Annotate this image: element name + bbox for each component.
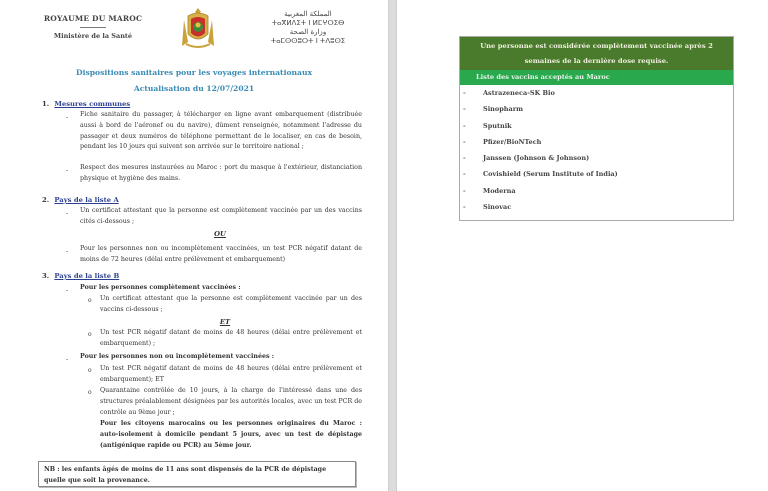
kingdom-name-arabic: المملكة المغربية <box>284 10 332 18</box>
ministry-name: Ministère de la Santé <box>53 32 133 40</box>
bullet-circle: o <box>88 389 92 396</box>
list-item <box>460 166 733 182</box>
paragraph: Un test PCR négatif datant de moins de 48 heures (délai entre prélèvement et embarquement); ET <box>100 365 362 383</box>
bullet-circle: o <box>88 297 92 304</box>
vaccine-list <box>460 85 733 215</box>
paragraph: Un certificat attestant que la personne est complètement vaccinée par un des vaccins ci-dessous ; <box>100 295 362 313</box>
vaccine-name: Sinopharm <box>483 105 524 114</box>
vaccine-name: Astrazeneca-SK Bio <box>483 89 555 97</box>
bullet-dash: - <box>66 209 69 217</box>
nb-note-box: NB : les enfants âgés de moins de 11 ans sont dispensés de la PCR de dépistage quelle que soit la provenance. <box>38 461 356 487</box>
bullet-dash: - <box>463 105 466 114</box>
bullet-circle: o <box>88 331 92 338</box>
vaccine-name: Moderna <box>483 186 516 195</box>
section-heading-3 <box>42 272 119 280</box>
section-label: Pays de la liste B <box>54 272 120 280</box>
vaccine-list-title: Liste des vaccins acceptés au Maroc <box>460 70 733 85</box>
bullet-dash: - <box>463 170 466 179</box>
paragraph: Un certificat attestant que la personne est complètement vaccinée par un des vaccins cités ci-dessous ; <box>80 207 362 225</box>
paragraph: Respect des mesures instaurées au Maroc : port du masque à l'extérieur, distanciation physique et hygiène des mains. <box>80 164 362 182</box>
bullet-dash: - <box>66 355 69 363</box>
document-date: Actualisation du 12/07/2021 <box>133 84 255 93</box>
section-heading-2 <box>42 196 119 204</box>
coat-of-arms-icon <box>178 6 218 50</box>
vaccination-definition: Une personne est considérée complètement vaccinée après 2 semaines de la dernière dose requise. <box>460 37 733 70</box>
bullet-dash: - <box>463 89 466 97</box>
vaccine-name: Covishield (Serum Institute of India) <box>483 170 618 179</box>
list-item <box>460 150 733 166</box>
kingdom-name-tifinagh: ⵜⴰⴳⵍⴷⵉⵜ ⵏ ⵍⵎⵖⵔⵉⴱ <box>271 19 345 27</box>
section-label: Mesures communes <box>54 100 131 108</box>
bullet-dash: - <box>66 286 69 294</box>
list-item <box>460 101 733 117</box>
list-item <box>460 118 733 134</box>
list-item <box>460 134 733 150</box>
paragraph: Fiche sanitaire du passager, à télécharger en ligne avant embarquement (distribuée aussi à bord de l'aéronef ou du navire), dûment renseignée, notamment l'adresse du passager et deux numéros de téléphone permettant de le localiser, en cas de besoin, pendant les 10 jours qui suivent son arrivée sur le territoire national ; <box>80 111 362 151</box>
vaccine-name: Janssen (Johnson & Johnson) <box>483 154 590 163</box>
section-number: 3. <box>42 272 50 280</box>
bullet-dash: - <box>66 166 69 174</box>
bullet-dash: - <box>463 137 466 146</box>
document-title: Dispositions sanitaires pour les voyages internationaux <box>75 68 313 77</box>
bullet-circle: o <box>88 367 92 374</box>
header-right <box>268 10 348 46</box>
bullet-dash: - <box>463 186 466 195</box>
bullet-dash: - <box>66 113 69 121</box>
bullet-dash: - <box>463 121 466 130</box>
divider <box>80 27 106 28</box>
kingdom-name: ROYAUME DU MAROC <box>43 14 143 23</box>
list-item <box>460 199 733 215</box>
subgroup-title: Pour les personnes complètement vaccinées : <box>80 284 241 291</box>
and-separator: ET <box>219 318 231 326</box>
vaccine-name: Sputnik <box>483 121 512 130</box>
subgroup-title: Pour les personnes non ou incomplètement vaccinées : <box>80 353 275 360</box>
vaccine-name: Sinovac <box>483 203 512 212</box>
section-label: Pays de la liste A <box>54 196 119 204</box>
bullet-dash: - <box>463 203 466 212</box>
section-heading-1 <box>42 100 130 108</box>
vaccine-name: Pfizer/BioNTech <box>483 137 542 146</box>
or-separator: OU <box>214 230 226 238</box>
paragraph: Un test PCR négatif datant de moins de 48 heures (délai entre prélèvement et embarquement) ; <box>100 329 362 347</box>
bullet-dash: - <box>463 154 466 163</box>
section-number: 1. <box>42 100 50 108</box>
vaccine-list-box <box>459 36 734 221</box>
section-number: 2. <box>42 196 50 204</box>
list-item <box>460 183 733 199</box>
paragraph: Quarantaine contrôlée de 10 jours, à la charge de l'intéressé dans une des structures préalablement désignées par les autorités locales, avec un test PCR de contrôle au 9ème jour ; <box>100 387 362 416</box>
paragraph-note: Pour les citoyens marocains ou les personnes originaires du Maroc : auto-isolement à domicile pendant 5 jours, avec un test de dépistage (antigénique rapide ou PCR) au 5ème jour. <box>100 420 362 449</box>
bullet-dash: - <box>66 247 69 255</box>
ministry-name-arabic: وزارة الصحة <box>289 28 327 36</box>
list-item <box>460 85 733 101</box>
ministry-name-tifinagh: ⵜⴰⵎⵙⵙⵓⵔⵜ ⵏ ⵜⴷⵓⵙⵉ <box>270 37 346 45</box>
header-left <box>38 14 148 40</box>
paragraph: Pour les personnes non ou incomplètement vaccinées, un test PCR négatif datant de moins de 72 heures (délai entre prélèvement et embarquement) <box>80 245 362 263</box>
page-separator <box>388 0 397 491</box>
